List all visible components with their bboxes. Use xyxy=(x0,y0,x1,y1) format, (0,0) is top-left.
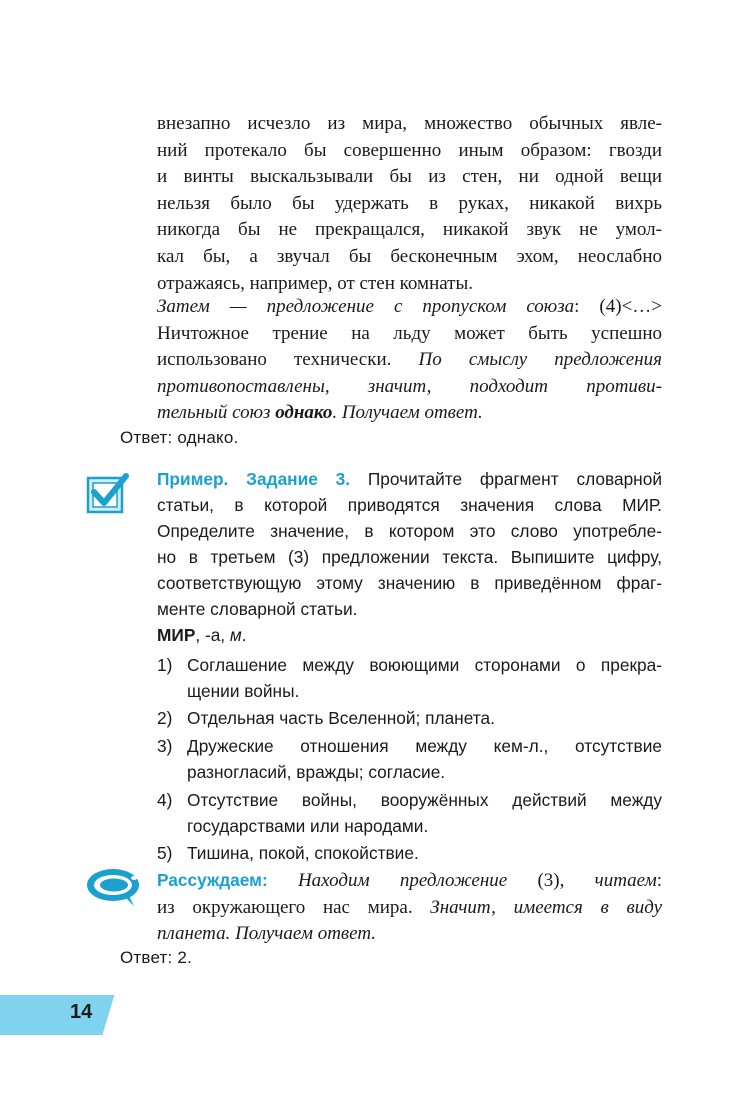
text-line xyxy=(157,895,662,922)
item-text xyxy=(187,705,662,731)
text-line: внезапно исчезло из мира, множество обычных явле- xyxy=(157,113,662,134)
text: из окружающего нас мира. xyxy=(157,896,431,918)
page-number: 14 xyxy=(70,1001,93,1023)
italic-text: Находим предложение xyxy=(267,870,508,891)
text-line: нельзя было бы удержать в руках, никакой вихрь xyxy=(157,192,662,214)
task-label: Пример. Задание 3. xyxy=(157,469,351,489)
text-line: Ничтожное трение на льду может быть успешно xyxy=(157,322,662,344)
checkbox-check-icon xyxy=(84,472,130,516)
text-line: кал бы, а звучал бы бесконечным эхом, неослабно xyxy=(157,245,662,267)
text-line: ний протекало бы совершенно иным образом: гвозди xyxy=(157,139,662,161)
text-line xyxy=(157,294,662,321)
italic-text: . Получаем ответ. xyxy=(332,402,483,424)
item-number: 4) xyxy=(157,790,173,810)
answer-2: Ответ: 2. xyxy=(120,948,192,967)
italic-text: Значит, имеется в виду xyxy=(430,896,663,918)
text-line xyxy=(157,867,662,895)
item-text xyxy=(187,733,662,785)
italic-text: тельный союз xyxy=(157,402,276,424)
text-line: Соглашение между воюющими сторонами о прекра- xyxy=(187,655,662,675)
page-tab xyxy=(0,993,118,1037)
text-line: Дружеские отношения между кем-л., отсутствие xyxy=(187,736,662,756)
text-line: менте словарной статьи. xyxy=(157,599,358,619)
text-line: Тишина, покой, спокойствие. xyxy=(187,843,419,863)
text-line: статьи, в которой приводятся значения слова МИР. xyxy=(157,495,662,515)
item-text xyxy=(187,652,662,704)
text-line: никогда бы не прекращался, никакой звук не умол- xyxy=(157,219,662,241)
text: . xyxy=(241,625,247,645)
text-line: Отдельная часть Вселенной; планета. xyxy=(187,708,495,728)
speech-bubble-icon xyxy=(84,866,144,908)
list-item xyxy=(157,652,662,704)
text-line xyxy=(157,400,662,427)
list-item xyxy=(157,705,662,731)
text-line: и винты выскальзывали бы из стен, ни одной вещи xyxy=(157,166,662,188)
text-line xyxy=(157,921,662,948)
italic-text: По смыслу предложения xyxy=(418,349,662,371)
text-line: разногласий, вражды; согласие. xyxy=(187,762,446,782)
reasoning-label: Рассуждаем: xyxy=(157,870,268,890)
text: : (4)<…> xyxy=(574,296,662,317)
italic-text: противопоставлены, значит, подходит противи- xyxy=(157,375,662,397)
list-item xyxy=(157,840,662,866)
text-line: государствами или народами. xyxy=(187,816,429,836)
italic-text: планета. Получаем ответ. xyxy=(157,923,377,945)
grammar-note: , -а, xyxy=(195,625,230,645)
intro-paragraph xyxy=(157,111,662,297)
text-line: Отсутствие войны, вооружённых действий между xyxy=(187,790,662,810)
list-item xyxy=(157,787,662,839)
reasoning-paragraph-2 xyxy=(157,867,662,948)
gender-note: м xyxy=(229,625,242,645)
task-3 xyxy=(157,466,662,622)
headword: МИР xyxy=(157,625,196,645)
answer-1: Ответ: однако. xyxy=(120,428,239,447)
italic-text: Затем — предложение с пропуском союза xyxy=(157,296,575,317)
text-line: отражаясь, например, от стен комнаты. xyxy=(157,272,474,294)
list-item xyxy=(157,733,662,785)
item-number: 5) xyxy=(157,843,173,863)
text-line: соответствующую этому значению в приведённом фраг- xyxy=(157,573,662,593)
item-number: 2) xyxy=(157,708,173,728)
text: использовано технически. xyxy=(157,349,419,371)
text-line: щении войны. xyxy=(187,681,300,701)
text: Прочитайте фрагмент словарной xyxy=(350,469,662,489)
text: : xyxy=(656,870,663,891)
text-line xyxy=(157,347,662,374)
text-line xyxy=(157,374,662,401)
item-text xyxy=(187,787,662,839)
item-number: 1) xyxy=(157,655,173,675)
bold-answer-word: однако xyxy=(275,402,333,424)
dictionary-headword xyxy=(157,622,662,648)
item-number: 3) xyxy=(157,736,173,756)
text-line: но в третьем (3) предложении текста. Выпишите цифру, xyxy=(157,547,662,567)
italic-text: читаем xyxy=(594,870,657,891)
text-line xyxy=(157,466,662,492)
reasoning-paragraph xyxy=(157,294,662,427)
text: (3), xyxy=(507,870,595,891)
text-line: Определите значение, в котором это слово употребле- xyxy=(157,521,662,541)
item-text xyxy=(187,840,662,866)
